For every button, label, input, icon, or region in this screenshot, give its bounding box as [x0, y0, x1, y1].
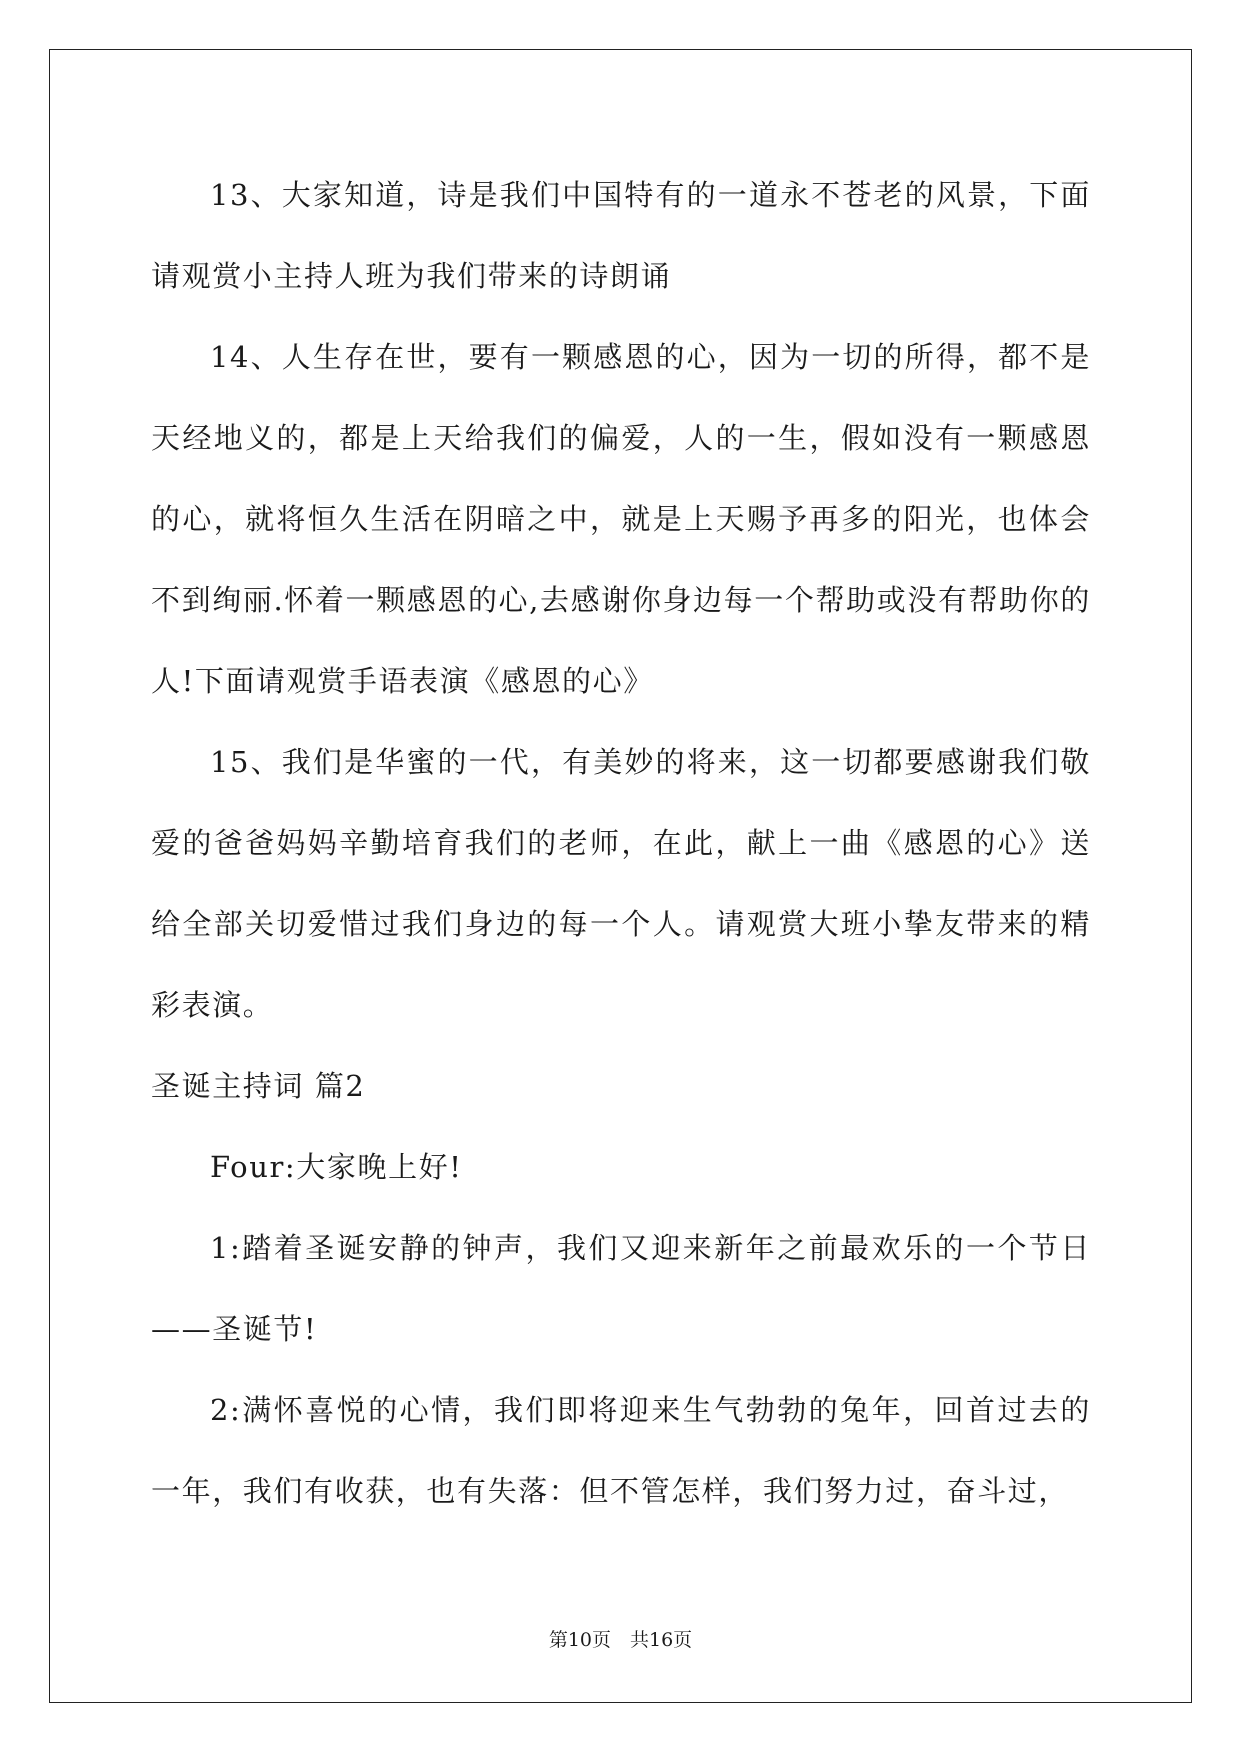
- paragraph-13: 13、大家知道，诗是我们中国特有的一道永不苍老的风景，下面请观赏小主持人班为我们带来的诗朗诵: [151, 178, 1091, 293]
- paragraph-host-2: 2:满怀喜悦的心情，我们即将迎来生气勃勃的兔年，回首过去的一年，我们有收获，也有失落：但不管怎样，我们努力过，奋斗过，: [151, 1393, 1091, 1508]
- section-heading: 圣诞主持词 篇2: [151, 1069, 366, 1103]
- paragraph-greeting: Four:大家晚上好!: [210, 1150, 463, 1184]
- paragraph-14: 14、人生存在世，要有一颗感恩的心，因为一切的所得，都不是天经地义的，都是上天给我们的偏爱，人的一生，假如没有一颗感恩的心，就将恒久生活在阴暗之中，就是上天赐予再多的阳光，也体会不到绚丽.怀着一颗感恩的心,去感谢你身边每一个帮助或没有帮助你的人!下面请观赏手语表演《感恩的心》: [151, 340, 1091, 698]
- document-body: [151, 155, 1091, 1532]
- paragraph-15: 15、我们是华蜜的一代，有美妙的将来，这一切都要感谢我们敬爱的爸爸妈妈辛勤培育我们的老师，在此，献上一曲《感恩的心》送给全部关切爱惜过我们身边的每一个人。请观赏大班小挚友带来的精彩表演。: [151, 745, 1091, 1022]
- paragraph-host-1: 1:踏着圣诞安静的钟声，我们又迎来新年之前最欢乐的一个节日——圣诞节!: [151, 1231, 1091, 1346]
- page-number-footer: 第10页 共16页: [548, 1629, 693, 1651]
